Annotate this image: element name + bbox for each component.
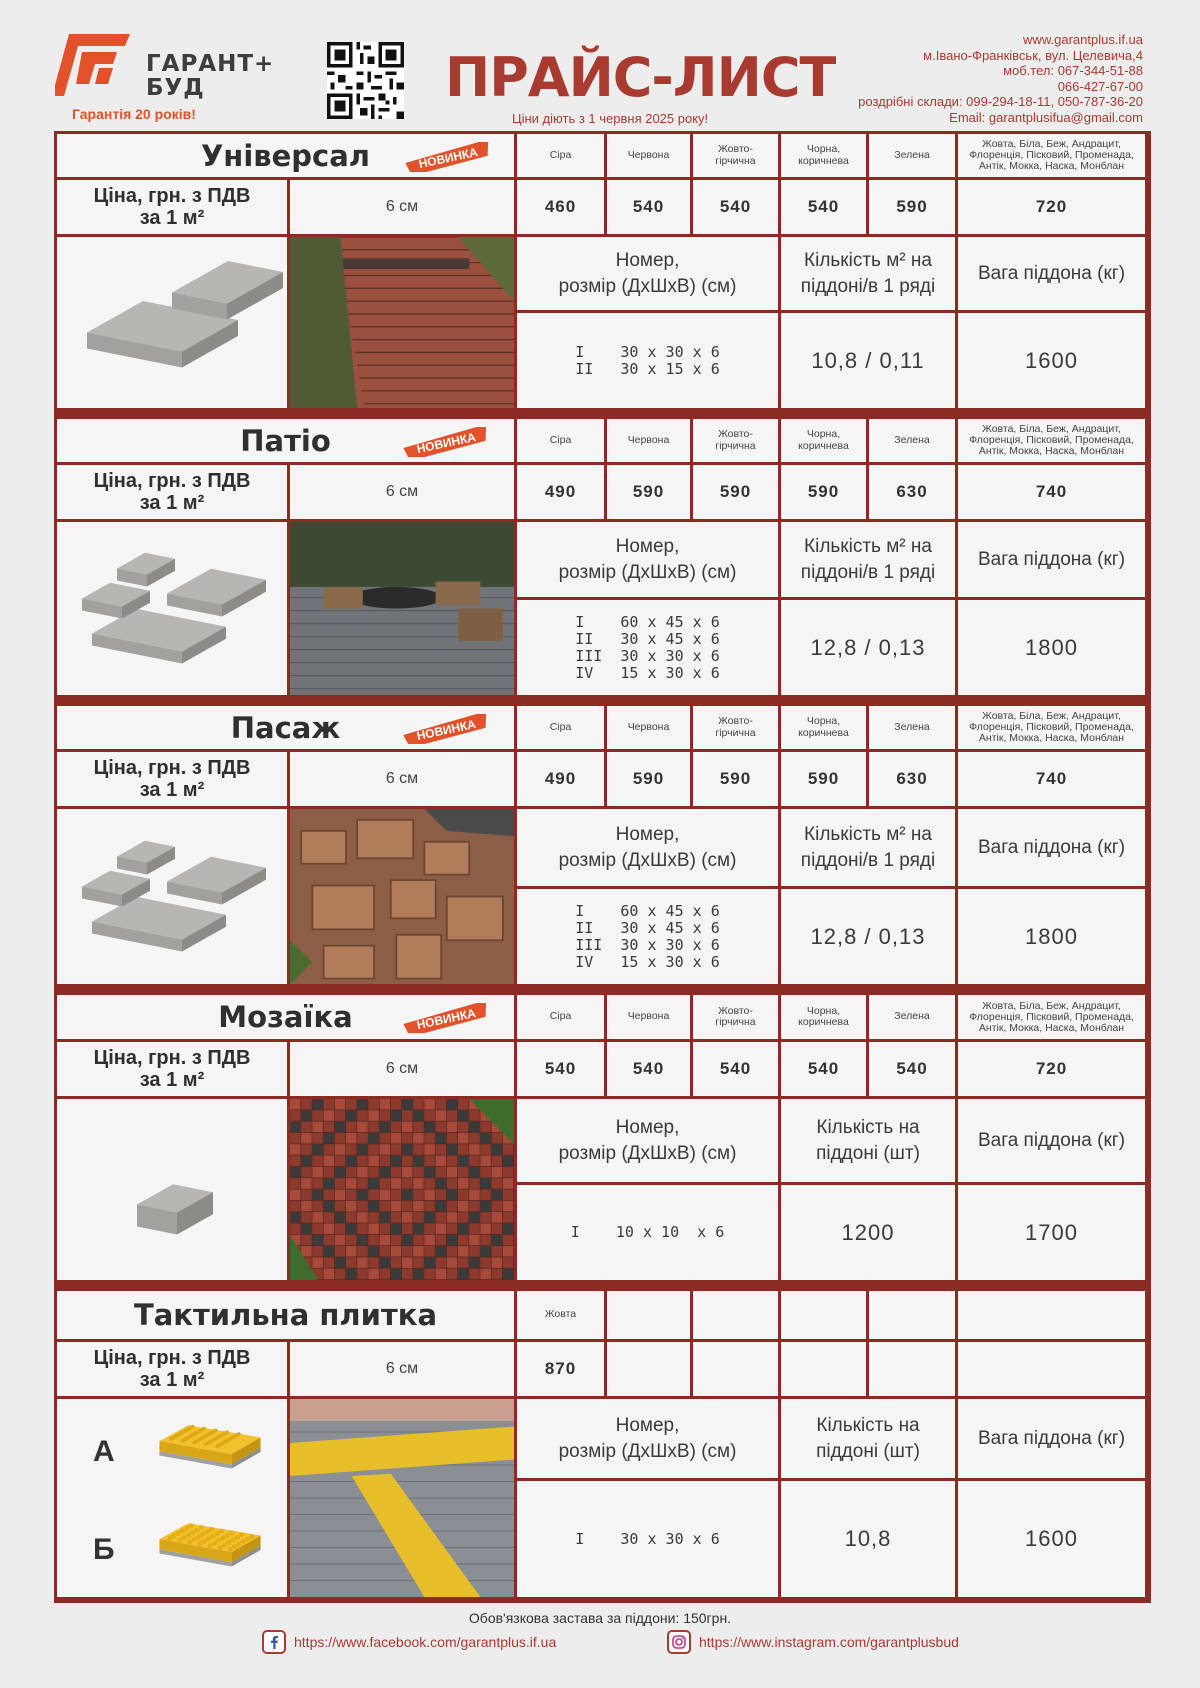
product-2-price-value-4: 590 xyxy=(807,482,840,501)
product-1-name-cell xyxy=(57,134,514,177)
product-5-empty-price-6 xyxy=(869,1342,955,1396)
product-1-qty-header-text-line-1: Кількість м² на xyxy=(804,249,932,271)
product-3-price-label-cell xyxy=(57,752,287,806)
facebook-icon xyxy=(262,1630,286,1654)
product-2-price-label xyxy=(94,470,251,514)
guarantee-text: Гарантія 20 років! xyxy=(72,106,196,122)
product-5-photo xyxy=(290,1399,514,1597)
product-2-new-badge xyxy=(399,427,494,457)
product-5-empty-price-5 xyxy=(781,1342,866,1396)
product-3-color-header-red xyxy=(607,706,690,749)
product-1-price-red xyxy=(607,180,690,234)
product-4-price-value-4: 540 xyxy=(807,1059,840,1078)
instagram-icon xyxy=(667,1630,691,1654)
product-3-price-value-1: 490 xyxy=(544,769,577,788)
product-3-price-black-brown xyxy=(781,752,866,806)
product-2-color-header-green xyxy=(869,419,955,462)
product-1-thickness-cell xyxy=(290,180,514,234)
product-3-color-header-text-4: Чорна, коричнева xyxy=(798,715,849,739)
product-4-price-value-2: 540 xyxy=(632,1059,665,1078)
product-3-color-header-other-colors xyxy=(958,706,1145,749)
product-5-tactile-dots-tile xyxy=(145,1503,275,1583)
product-4-price-label-line-2: за 1 м² xyxy=(139,1069,205,1091)
product-1-color-header-grey xyxy=(517,134,604,177)
product-2-weight-header xyxy=(958,522,1145,597)
product-5-thickness-cell xyxy=(290,1342,514,1396)
product-4-weight-header-text: Вага піддона (кг) xyxy=(977,1129,1126,1151)
product-2-color-header-text-3: Жовто- гірчична xyxy=(715,428,756,452)
product-2-price-value-3: 590 xyxy=(719,482,752,501)
product-3-color-header-black-brown xyxy=(781,706,866,749)
product-2-price-label-cell xyxy=(57,465,287,519)
product-2-price-value-2: 590 xyxy=(632,482,665,501)
product-1-thickness: 6 см xyxy=(385,198,419,215)
product-4-weight-value: 1700 xyxy=(1025,1219,1078,1245)
product-3-price-value-6: 740 xyxy=(1035,769,1068,788)
product-4-sizes-text: I 10 x 10 x 6 xyxy=(570,1223,725,1241)
retail-phones[interactable]: роздрібні склади: 099-294-18-11, 050-787-36-20 xyxy=(858,94,1143,109)
product-2-price-other-colors xyxy=(958,465,1145,519)
product-5-qty-header-text xyxy=(816,1413,920,1465)
product-1-sizes xyxy=(517,313,778,408)
product-2-color-header-black-brown xyxy=(781,419,866,462)
product-3-name-cell xyxy=(57,706,514,749)
product-2-name: Патіо xyxy=(240,423,331,458)
product-4-price-label-line-1: Ціна, грн. з ПДВ xyxy=(93,1047,251,1069)
product-3-tile-illustration xyxy=(57,809,287,984)
product-3-color-header-yellow-mustard xyxy=(693,706,778,749)
product-1-weight-header-text: Вага піддона (кг) xyxy=(977,262,1126,284)
product-1-weight-header xyxy=(958,237,1145,310)
product-3-sizes-text: I 60 x 45 x 6 II 30 x 45 x 6 III 30 x 30 x 6 IV 15 x 30 x 6 xyxy=(575,901,720,971)
product-4-price-value-6: 720 xyxy=(1035,1059,1068,1078)
product-1-size-header xyxy=(517,237,778,310)
product-5-price-label-line-2: за 1 м² xyxy=(139,1369,205,1391)
product-3-price-yellow-mustard xyxy=(693,752,778,806)
product-4-name-cell xyxy=(57,995,514,1039)
product-4-price-value-5: 540 xyxy=(896,1059,928,1078)
product-2-color-header-yellow-mustard xyxy=(693,419,778,462)
product-3-price-other-colors xyxy=(958,752,1145,806)
product-1-qty-header xyxy=(781,237,955,310)
product-1-color-header-black-brown xyxy=(781,134,866,177)
product-4-price-value-1: 540 xyxy=(544,1059,577,1078)
product-4-size-header-text-line-1: Номер, xyxy=(615,1116,680,1138)
product-4-size-header-text xyxy=(559,1115,737,1167)
instagram-link[interactable]: https://www.instagram.com/garantplusbud xyxy=(667,1630,959,1654)
facebook-link[interactable]: https://www.facebook.com/garantplus.if.ua xyxy=(262,1630,556,1654)
product-1-photo xyxy=(290,237,514,408)
product-4-color-header-text-5: Зелена xyxy=(894,1010,930,1023)
product-1-price-label-cell xyxy=(57,180,287,234)
product-4-color-header-red xyxy=(607,995,690,1039)
product-4-thickness: 6 см xyxy=(385,1060,419,1077)
product-5-empty-price-4 xyxy=(693,1342,778,1396)
product-4-qty-header-text-line-2: піддоні (шт) xyxy=(816,1142,920,1164)
product-5-tile-illustration xyxy=(57,1399,287,1597)
product-2-price-green xyxy=(869,465,955,519)
product-5-size-header-text xyxy=(559,1413,737,1465)
product-3-price-green xyxy=(869,752,955,806)
product-4-qty-header-text-line-1: Кількість на xyxy=(816,1116,920,1138)
product-1-price-value-4: 540 xyxy=(807,197,840,216)
product-1-size-header-text-line-1: Номер, xyxy=(615,249,680,271)
product-5-qty-header xyxy=(781,1399,955,1478)
pallet-deposit-note: Обов'язкова застава за піддони: 150грн. xyxy=(468,1610,732,1626)
product-4-qty-header xyxy=(781,1099,955,1182)
product-3-size-header xyxy=(517,809,778,886)
product-2-weight-value: 1800 xyxy=(1025,634,1078,660)
product-1-qty xyxy=(781,313,955,408)
product-5-color-header-text: Жовта xyxy=(544,1308,577,1321)
product-2-price-yellow-mustard xyxy=(693,465,778,519)
svg-text:НОВИНКА: НОВИНКА xyxy=(415,1005,477,1033)
product-3-size-header-text-line-1: Номер, xyxy=(615,823,680,845)
product-4-price-label xyxy=(94,1047,251,1091)
product-1-price-grey xyxy=(517,180,604,234)
brand-name: ГАРАНТ+ БУД xyxy=(146,51,275,101)
product-2-tile-illustration xyxy=(57,522,287,695)
product-4-color-header-black-brown xyxy=(781,995,866,1039)
product-1-name: Універсал xyxy=(200,138,371,173)
product-4-price-green xyxy=(869,1042,955,1096)
product-3-weight-header-text: Вага піддона (кг) xyxy=(977,836,1126,858)
product-3-price-red xyxy=(607,752,690,806)
product-4-sizes xyxy=(517,1185,778,1280)
product-3-price-value-5: 630 xyxy=(896,769,928,788)
product-1-price-value-2: 540 xyxy=(632,197,665,216)
product-2-thickness: 6 см xyxy=(385,483,419,500)
website-link[interactable]: www.garantplus.if.ua xyxy=(1023,32,1143,47)
product-3-price-label-line-1: Ціна, грн. з ПДВ xyxy=(93,757,251,779)
product-4-new-badge xyxy=(399,1003,494,1033)
product-4-color-header-green xyxy=(869,995,955,1039)
product-5-empty-header-6 xyxy=(869,1291,955,1339)
product-3-name: Пасаж xyxy=(230,710,341,745)
product-1-color-header-other-colors xyxy=(958,134,1145,177)
product-1-color-header-red xyxy=(607,134,690,177)
product-5-qty-header-text-line-1: Кількість на xyxy=(816,1414,920,1436)
product-3-sizes xyxy=(517,889,778,984)
product-5-price-yellow xyxy=(517,1342,604,1396)
product-3-color-header-green xyxy=(869,706,955,749)
product-2-color-header-grey xyxy=(517,419,604,462)
product-3-color-header-text-6: Жовта, Біла, Беж, Андрацит, Флоренція, Пісковий, Променада, Антік, Мокка, Наска, Монблан xyxy=(969,710,1134,744)
product-2-size-header-text-line-2: розмір (ДхШхВ) (см) xyxy=(558,561,737,583)
product-2-price-value-1: 490 xyxy=(544,482,577,501)
product-3-qty-header-text-line-1: Кількість м² на xyxy=(804,823,932,845)
product-1-price-value-3: 540 xyxy=(719,197,752,216)
qr-code-icon[interactable] xyxy=(327,42,404,119)
product-2-qty-header-text-line-2: піддоні/в 1 ряді xyxy=(800,561,936,583)
product-3-color-header-text-2: Червона xyxy=(627,720,670,733)
product-4-color-header-yellow-mustard xyxy=(693,995,778,1039)
product-5-price-value: 870 xyxy=(544,1359,577,1378)
product-5-price-label-cell xyxy=(57,1342,287,1396)
product-1-qty-header-text-line-2: піддоні/в 1 ряді xyxy=(800,275,936,297)
product-1-price-label xyxy=(94,185,251,229)
product-2-weight-header-text: Вага піддона (кг) xyxy=(977,548,1126,570)
product-2-color-header-text-1: Сіра xyxy=(549,433,572,446)
product-3-price-label-line-2: за 1 м² xyxy=(139,779,205,801)
product-2-sizes xyxy=(517,600,778,695)
product-5-price-label-line-1: Ціна, грн. з ПДВ xyxy=(93,1347,251,1369)
product-5-empty-header-5 xyxy=(781,1291,866,1339)
product-2-price-label-line-2: за 1 м² xyxy=(139,492,205,514)
product-1-price-value-1: 460 xyxy=(544,197,577,216)
product-2-price-label-line-1: Ціна, грн. з ПДВ xyxy=(93,470,251,492)
product-4-price-black-brown xyxy=(781,1042,866,1096)
product-5-name-cell xyxy=(57,1291,514,1339)
product-1-price-other-colors xyxy=(958,180,1145,234)
product-1-size-header-text-line-2: розмір (ДхШхВ) (см) xyxy=(558,275,737,297)
product-1-color-header-text-4: Чорна, коричнева xyxy=(798,143,849,167)
product-1-weight-value: 1600 xyxy=(1025,347,1078,373)
product-2-name-cell xyxy=(57,419,514,462)
svg-text:НОВИНКА: НОВИНКА xyxy=(417,144,479,172)
product-4-qty-value: 1200 xyxy=(841,1219,895,1245)
product-5-sizes-text: I 30 x 30 x 6 xyxy=(575,1529,720,1548)
product-4-qty-header-text xyxy=(816,1115,920,1167)
product-5-empty-price-7 xyxy=(958,1342,1145,1396)
product-1-color-header-text-5: Зелена xyxy=(894,148,930,161)
product-3-color-header-text-1: Сіра xyxy=(549,720,572,733)
product-4-tile-illustration xyxy=(57,1099,287,1280)
product-1-color-header-text-3: Жовто- гірчична xyxy=(715,143,756,167)
product-1-price-label-line-2: за 1 м² xyxy=(139,207,205,229)
product-3-price-grey xyxy=(517,752,604,806)
product-2-size-header-text xyxy=(559,534,737,586)
product-4-photo xyxy=(290,1099,514,1280)
product-5-size-header xyxy=(517,1399,778,1478)
product-2-size-header-text-line-1: Номер, xyxy=(615,535,680,557)
product-4-color-header-text-2: Червона xyxy=(627,1010,670,1023)
product-4-qty xyxy=(781,1185,955,1280)
product-1-price-yellow-mustard xyxy=(693,180,778,234)
address-text: м.Івано-Франківськ, вул. Целевича,4 xyxy=(923,47,1143,63)
product-1-qty-value: 10,8 / 0,11 xyxy=(811,347,925,373)
product-5-qty-value: 10,8 xyxy=(844,1526,892,1551)
product-1-color-header-text-1: Сіра xyxy=(549,148,572,161)
product-3-qty-header-text-line-2: піддоні/в 1 ряді xyxy=(800,849,936,871)
product-3-weight-value: 1800 xyxy=(1025,923,1078,949)
product-3-weight-header xyxy=(958,809,1145,886)
product-1-price-value-5: 590 xyxy=(896,197,928,216)
product-3-size-header-text-line-2: розмір (ДхШхВ) (см) xyxy=(558,849,737,871)
product-5-qty-header-text-line-2: піддоні (шт) xyxy=(816,1440,920,1462)
svg-text:НОВИНКА: НОВИНКА xyxy=(415,716,477,744)
product-3-price-label xyxy=(94,757,251,801)
product-2-qty-header-text-line-1: Кількість м² на xyxy=(804,535,932,557)
product-5-empty-header-4 xyxy=(693,1291,778,1339)
contacts-block xyxy=(783,32,1143,125)
product-4-price-value-3: 540 xyxy=(719,1059,752,1078)
product-5-weight xyxy=(958,1481,1145,1597)
product-4-name: Мозаїка xyxy=(218,1000,353,1034)
product-3-thickness-cell xyxy=(290,752,514,806)
product-2-weight xyxy=(958,600,1145,695)
product-4-price-red xyxy=(607,1042,690,1096)
product-1-weight xyxy=(958,313,1145,408)
product-2-price-value-5: 630 xyxy=(896,482,928,501)
product-1-sizes-text: I 30 x 30 x 6 II 30 x 15 x 6 xyxy=(575,342,720,378)
product-3-color-header-text-5: Зелена xyxy=(894,720,930,733)
product-3-price-value-4: 590 xyxy=(807,769,840,788)
product-1-price-black-brown xyxy=(781,180,866,234)
product-1-color-header-green xyxy=(869,134,955,177)
product-1-price-value-6: 720 xyxy=(1035,197,1068,216)
price-table xyxy=(54,131,1151,1603)
product-3-qty xyxy=(781,889,955,984)
product-5-variant-b-label: Б xyxy=(93,1533,115,1566)
product-2-qty-header xyxy=(781,522,955,597)
product-5-variant-a-label: А xyxy=(93,1435,115,1468)
product-2-color-header-other-colors xyxy=(958,419,1145,462)
product-2-price-red xyxy=(607,465,690,519)
product-3-color-header-text-3: Жовто- гірчична xyxy=(715,715,756,739)
product-2-size-header xyxy=(517,522,778,597)
product-4-size-header-text-line-2: розмір (ДхШхВ) (см) xyxy=(558,1142,737,1164)
product-2-thickness-cell xyxy=(290,465,514,519)
product-3-weight xyxy=(958,889,1145,984)
product-1-price-label-line-1: Ціна, грн. з ПДВ xyxy=(93,185,251,207)
product-4-weight-header xyxy=(958,1099,1145,1182)
product-2-color-header-text-6: Жовта, Біла, Беж, Андрацит, Флоренція, Пісковий, Променада, Антік, Мокка, Наска, Монблан xyxy=(969,423,1134,457)
product-4-color-header-grey xyxy=(517,995,604,1039)
product-4-weight xyxy=(958,1185,1145,1280)
product-3-new-badge xyxy=(399,714,494,744)
product-1-color-header-yellow-mustard xyxy=(693,134,778,177)
product-3-qty-value: 12,8 / 0,13 xyxy=(810,923,926,949)
product-1-price-green xyxy=(869,180,955,234)
product-2-photo xyxy=(290,522,514,695)
product-2-price-black-brown xyxy=(781,465,866,519)
product-3-qty-header xyxy=(781,809,955,886)
product-5-weight-value: 1600 xyxy=(1025,1526,1078,1551)
product-5-name: Тактильна плитка xyxy=(133,1298,438,1332)
product-5-empty-header-3 xyxy=(607,1291,690,1339)
product-2-color-header-red xyxy=(607,419,690,462)
product-2-price-grey xyxy=(517,465,604,519)
product-4-color-header-other-colors xyxy=(958,995,1145,1039)
mobile-phone-2[interactable]: 066-427-67-00 xyxy=(1057,78,1143,94)
product-5-tactile-lines-tile xyxy=(145,1405,275,1485)
product-1-new-badge xyxy=(401,142,496,172)
product-2-color-header-text-2: Червона xyxy=(627,433,670,446)
product-3-photo xyxy=(290,809,514,984)
product-5-weight-header xyxy=(958,1399,1145,1478)
product-1-color-header-text-2: Червона xyxy=(627,148,670,161)
product-4-color-header-text-3: Жовто- гірчична xyxy=(715,1004,756,1028)
valid-from-text: Ціни діють з 1 червня 2025 року! xyxy=(512,111,709,126)
product-2-price-value-6: 740 xyxy=(1035,482,1068,501)
product-4-price-yellow-mustard xyxy=(693,1042,778,1096)
product-1-size-header-text xyxy=(559,248,737,300)
product-1-qty-header-text xyxy=(801,248,935,300)
product-4-price-grey xyxy=(517,1042,604,1096)
product-1-color-header-text-6: Жовта, Біла, Беж, Андрацит, Флоренція, Пісковий, Променада, Антік, Мокка, Наска, Монблан xyxy=(969,138,1134,172)
product-5-color-header-yellow xyxy=(517,1291,604,1339)
product-5-empty-price-3 xyxy=(607,1342,690,1396)
product-5-weight-header-text: Вага піддона (кг) xyxy=(977,1427,1126,1449)
product-4-thickness-cell xyxy=(290,1042,514,1096)
product-2-color-header-text-4: Чорна, коричнева xyxy=(798,428,849,452)
product-2-color-header-text-5: Зелена xyxy=(894,433,930,446)
product-5-size-header-text-line-1: Номер, xyxy=(615,1414,680,1436)
product-2-sizes-text: I 60 x 45 x 6 II 30 x 45 x 6 III 30 x 30 x 6 IV 15 x 30 x 6 xyxy=(575,612,720,682)
product-5-qty xyxy=(781,1481,955,1597)
mobile-phone[interactable]: моб.тел: 067-344-51-88 xyxy=(1003,63,1143,78)
product-5-price-label xyxy=(94,1347,251,1391)
product-3-size-header-text xyxy=(559,822,737,874)
product-5-thickness: 6 см xyxy=(385,1360,419,1377)
product-5-sizes xyxy=(517,1481,778,1597)
product-3-thickness: 6 см xyxy=(385,770,419,787)
product-4-color-header-text-4: Чорна, коричнева xyxy=(798,1004,849,1028)
product-3-qty-header-text xyxy=(801,822,935,874)
product-4-price-other-colors xyxy=(958,1042,1145,1096)
product-3-price-value-3: 590 xyxy=(719,769,752,788)
email-link[interactable]: Email: garantplusifua@gmail.com xyxy=(949,109,1143,125)
product-2-qty xyxy=(781,600,955,695)
product-4-size-header xyxy=(517,1099,778,1182)
product-4-color-header-text-1: Сіра xyxy=(549,1010,572,1023)
product-2-qty-value: 12,8 / 0,13 xyxy=(810,634,926,660)
product-3-color-header-grey xyxy=(517,706,604,749)
svg-text:НОВИНКА: НОВИНКА xyxy=(415,429,477,457)
product-4-price-label-cell xyxy=(57,1042,287,1096)
product-3-price-value-2: 590 xyxy=(632,769,665,788)
product-5-size-header-text-line-2: розмір (ДхШхВ) (см) xyxy=(558,1440,737,1462)
garant-logo-icon xyxy=(55,34,130,96)
page-title: ПРАЙС-ЛИСТ xyxy=(445,46,836,109)
product-2-qty-header-text xyxy=(801,534,935,586)
product-1-tile-illustration xyxy=(57,237,287,408)
product-5-empty-header-7 xyxy=(958,1291,1145,1339)
product-4-color-header-text-6: Жовта, Біла, Беж, Андрацит, Флоренція, Пісковий, Променада, Антік, Мокка, Наска, Монблан xyxy=(969,999,1134,1034)
